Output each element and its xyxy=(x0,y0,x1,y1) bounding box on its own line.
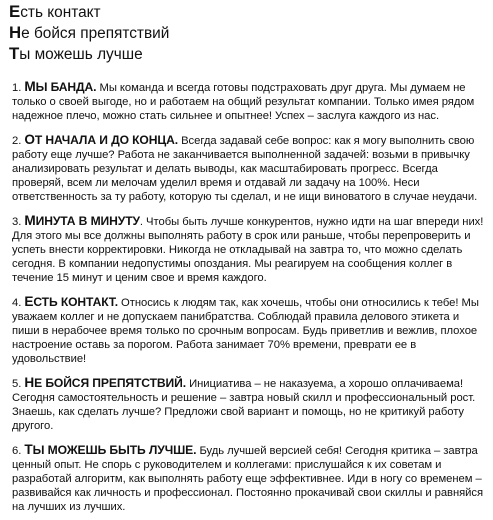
section-heading xyxy=(24,133,178,147)
heading-text: Ы МОЖЕШЬ БЫТЬ ЛУЧШЕ. xyxy=(32,443,197,457)
rule-section xyxy=(12,214,486,285)
section-number: 5. xyxy=(12,378,22,390)
rules-list xyxy=(12,80,486,520)
section-heading xyxy=(24,443,196,457)
rule-section xyxy=(12,133,486,204)
rule-section xyxy=(12,80,486,123)
rule-section xyxy=(12,295,486,366)
heading-text: Е БОЙСЯ ПРЕПЯТСТВИЙ. xyxy=(34,376,186,390)
section-number: 4. xyxy=(12,297,22,309)
section-body: Будь лучшей версией себя! Сегодня критика – завтра ценный опыт. Не спорь с руководителем и коллегами: прислушайся к их советам и разработай алгоритм, как выполнять работу еще эффективнее. Иди в ногу со временем – развивайся как личность и профессионал. Постоянно прокачивай свои скиллы и равняйся на лучших из лучших. xyxy=(12,445,484,513)
section-body: . Чтобы быть лучше конкурентов, нужно идти на шаг впереди них! Для этого мы все должны выполнять работу в срок или раньше, чтобы перепроверить и успеть внести корректировки. Никогда не откладывай на завтра то, что можно сделать сегодня. В компании недопустимы опоздания. Мы реагируем на сообщения коллег в течение 15 минут и ценим свое и время каждого. xyxy=(12,216,484,284)
heading-initial: М xyxy=(24,213,36,228)
section-number: 1. xyxy=(12,82,22,94)
section-heading xyxy=(24,214,140,228)
heading-initial: О xyxy=(24,132,35,147)
section-number: 2. xyxy=(12,135,22,147)
heading-initial: Т xyxy=(24,442,33,457)
heading-text: ИНУТА В МИНУТУ xyxy=(35,214,140,228)
rule-section xyxy=(12,376,486,433)
motto-text: ы можешь лучше xyxy=(19,46,143,63)
heading-text: Т НАЧАЛА И ДО КОНЦА. xyxy=(34,133,178,147)
motto-line xyxy=(0,23,169,43)
motto-text: сть контакт xyxy=(20,4,101,21)
section-heading xyxy=(24,295,118,309)
section-number: 6. xyxy=(12,445,22,457)
motto-text: е бойся препятствий xyxy=(21,25,170,42)
motto-initial: Е xyxy=(9,2,21,21)
section-number: 3. xyxy=(12,216,22,228)
section-body: Всегда задавай себе вопрос: как я могу выполнить свою работу еще лучше? Работа не заканчивается выполненной задачей: возьми в привычку анализировать результат и делать выводы, как масштабировать прогресс. Всегда проверяй, всем ли мелочам уделил время и отдавай ли задачу на 100%. Неси ответственность за ту работу, которую ты сделал, и не ищи виноватого в случае неудачи. xyxy=(12,135,478,203)
motto-line xyxy=(0,2,101,22)
motto-line xyxy=(0,44,143,64)
section-body: Относись к людям так, как хочешь, чтобы они относились к тебе! Мы уважаем коллег и не допускаем панибратства. Соблюдай правила делового этикета и пиши в нерабочее время только по срочным вопросам. Будь приветлив и вежлив, плохое настроение оставь за порогом. Работа занимает 70% времени, преврати ее в удовольствие! xyxy=(12,297,479,365)
section-body: Инициатива – не наказуема, а хорошо оплачиваема! Сегодня самостоятельность и решение – завтра новый скилл и профессиональный рост. Знаешь, как сделать лучше? Предложи свой вариант и помощь, но не критикуй работу другого. xyxy=(12,378,476,432)
section-heading xyxy=(24,80,96,94)
heading-text: СТЬ КОНТАКТ. xyxy=(33,295,118,309)
rule-section xyxy=(12,443,486,514)
section-heading xyxy=(24,376,186,390)
heading-initial: Е xyxy=(24,294,34,309)
heading-initial: Н xyxy=(24,375,35,390)
heading-initial: М xyxy=(24,79,36,94)
motto-initial: Т xyxy=(9,44,20,63)
section-body: Мы команда и всегда готовы подстраховать друг друга. Мы думаем не только о своей выгоде, но и работаем на общий результат компании. Только имея рядом надежное плечо, можно стать сильнее и опытнее! Успех – заслуга каждого из нас. xyxy=(12,82,475,122)
heading-text: Ы БАНДА. xyxy=(35,80,97,94)
motto-initial: Н xyxy=(9,23,22,42)
